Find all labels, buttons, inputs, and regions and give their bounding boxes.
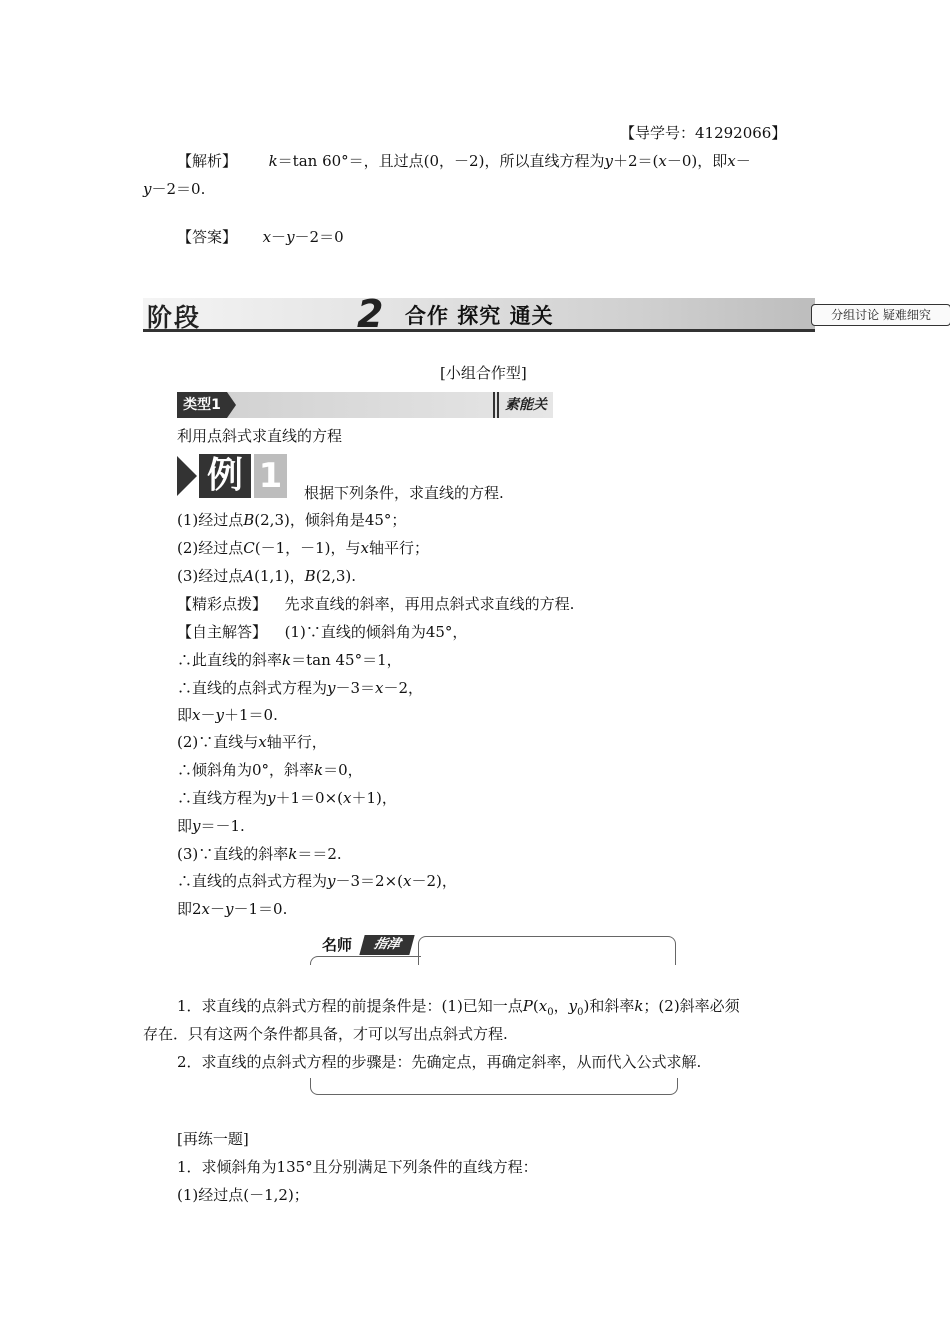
text: (2)∵直线与 <box>177 733 259 751</box>
condition-3 <box>177 565 356 587</box>
var: k <box>282 651 292 669</box>
var: y <box>327 679 336 697</box>
type-tag: 类型1 <box>177 392 227 418</box>
text: ＋1)， <box>351 789 397 807</box>
subscript: 0 <box>547 1007 554 1018</box>
type-divider <box>497 392 499 418</box>
text: (－1，－1)，与 <box>254 539 361 557</box>
answer-label: 【答案】 <box>177 228 238 246</box>
stage-number: 2 <box>357 292 384 336</box>
type-divider <box>493 392 495 418</box>
text: ， <box>553 997 569 1015</box>
example-char: 例 <box>199 454 251 498</box>
text: －3＝ <box>335 679 376 697</box>
text: (2,3)，倾斜角是45°； <box>254 511 407 529</box>
solution-line-4 <box>177 704 278 726</box>
text: ＝0， <box>323 761 363 779</box>
text: － <box>200 706 216 724</box>
text: (1,1)， <box>254 567 305 585</box>
group-type: [小组合作型] <box>440 364 527 382</box>
teacher-tips-footer <box>310 1078 678 1095</box>
var: y <box>143 180 152 198</box>
text: 即 <box>177 817 193 835</box>
text: ∴此直线的斜率 <box>177 651 283 669</box>
text: 1．求直线的点斜式方程的前提条件是：(1)已知一点 <box>177 997 523 1015</box>
guide-number: 【导学号：41292066】 <box>620 124 787 142</box>
type-arrow-icon <box>227 392 236 418</box>
solution-line-2 <box>177 649 402 671</box>
solution-line-5 <box>177 731 327 753</box>
text: － <box>210 900 226 918</box>
header-frame <box>310 956 421 965</box>
var: y <box>604 152 613 170</box>
var: y <box>215 706 224 724</box>
var: k <box>634 997 644 1015</box>
text: )和斜率 <box>583 997 635 1015</box>
text: －2＝0. <box>151 180 206 198</box>
var: A <box>243 567 255 585</box>
text: ＋2＝( <box>612 152 659 170</box>
var: B <box>243 511 255 529</box>
var: y <box>192 817 201 835</box>
answer-line <box>177 226 344 248</box>
var: x <box>192 706 201 724</box>
teacher-tips-header <box>310 932 676 964</box>
var: x <box>262 228 272 246</box>
subscript: 0 <box>577 1007 584 1018</box>
text: ∴直线方程为 <box>177 789 268 807</box>
text: －0)，即 <box>666 152 728 170</box>
text: ＝tan 45°＝1， <box>291 651 402 669</box>
var: k <box>268 152 278 170</box>
type-bar <box>177 392 553 418</box>
text: (3)∵直线的斜率 <box>177 845 289 863</box>
var: y <box>225 900 234 918</box>
solution-line-6 <box>177 759 363 781</box>
solution-label: 【自主解答】 <box>177 623 268 641</box>
var: y <box>286 228 295 246</box>
solution-line-3 <box>177 677 423 699</box>
solution-line-7 <box>177 787 397 809</box>
condition-1 <box>177 509 406 531</box>
text: ＝＝2. <box>297 845 342 863</box>
condition-2 <box>177 537 429 559</box>
var: k <box>288 845 298 863</box>
practice-question-1-1: (1)经过点(－1,2)； <box>177 1186 309 1204</box>
text: (1)经过点 <box>177 511 244 529</box>
var: x <box>727 152 736 170</box>
solution-line-9 <box>177 843 342 865</box>
text: 即2 <box>177 900 202 918</box>
hint-line <box>177 593 574 615</box>
text: －2)， <box>411 872 457 890</box>
type-badge: 素能关 <box>505 397 547 413</box>
example-prompt: 根据下列条件，求直线的方程. <box>304 484 504 502</box>
example-badge <box>177 454 287 498</box>
text: ＋1＝0×( <box>275 789 344 807</box>
var: y <box>327 872 336 890</box>
text: 即 <box>177 706 193 724</box>
example-number: 1 <box>254 454 287 498</box>
var: B <box>304 567 316 585</box>
solution-line-10 <box>177 870 457 892</box>
var: C <box>243 539 255 557</box>
var: x <box>375 679 384 697</box>
text: － <box>735 152 751 170</box>
teacher-point-2: 2．求直线的点斜式方程的步骤是：先确定点，再确定斜率，从而代入公式求解. <box>177 1053 702 1071</box>
var: x <box>343 789 352 807</box>
var: x <box>538 997 548 1015</box>
text: －3＝2×( <box>335 872 404 890</box>
analysis-line-1 <box>177 150 751 172</box>
hint-text: 先求直线的斜率，再用点斜式求直线的方程. <box>284 595 575 613</box>
solution-line-1 <box>177 621 467 643</box>
stage-word: 阶段 <box>147 303 202 332</box>
practice-label: [再练一题] <box>177 1130 249 1148</box>
var: x <box>403 872 412 890</box>
text: 轴平行； <box>369 539 430 557</box>
text: －1＝0. <box>233 900 288 918</box>
text: ＋1＝0. <box>223 706 278 724</box>
teacher-tag: 指津 <box>359 935 414 955</box>
var: k <box>314 761 324 779</box>
stage-title: 合作 探究 通关 <box>405 304 554 328</box>
text: ( <box>532 997 539 1015</box>
solution-line-11 <box>177 898 287 920</box>
text: － <box>271 228 287 246</box>
analysis-line-2 <box>143 178 205 200</box>
var: x <box>360 539 369 557</box>
text: (1)∵直线的倾斜角为45°， <box>284 623 468 641</box>
header-frame <box>418 936 676 965</box>
var: x <box>258 733 267 751</box>
text: －2， <box>383 679 424 697</box>
text: －2＝0 <box>294 228 344 246</box>
text: ∴直线的点斜式方程为 <box>177 872 328 890</box>
stage-badge: 分组讨论 疑难细究 <box>811 304 950 326</box>
teacher-point-1-line-1 <box>177 995 740 1024</box>
var: y <box>568 997 578 1015</box>
text: (2)经过点 <box>177 539 244 557</box>
type-title: 利用点斜式求直线的方程 <box>177 427 343 445</box>
stage-banner <box>143 292 931 336</box>
solution-line-8 <box>177 815 245 837</box>
teacher-point-1-line-2: 存在．只有这两个条件都具备，才可以写出点斜式方程. <box>143 1025 508 1043</box>
analysis-label: 【解析】 <box>177 152 238 170</box>
example-arrow-icon <box>177 456 197 496</box>
text: ＝tan 60°＝，且过点(0，－2)，所以直线方程为 <box>277 152 605 170</box>
text: ；(2)斜率必须 <box>643 997 740 1015</box>
text: ∴直线的点斜式方程为 <box>177 679 328 697</box>
text: (2,3). <box>315 567 357 585</box>
text: ＝－1. <box>200 817 245 835</box>
var: x <box>201 900 211 918</box>
text: (3)经过点 <box>177 567 244 585</box>
var: P <box>522 997 533 1015</box>
practice-question-1: 1．求倾斜角为135°且分别满足下列条件的直线方程： <box>177 1158 538 1176</box>
hint-label: 【精彩点拨】 <box>177 595 268 613</box>
text: ∴倾斜角为0°，斜率 <box>177 761 315 779</box>
teacher-title: 名师 <box>322 936 353 954</box>
var: y <box>267 789 276 807</box>
var: x <box>658 152 667 170</box>
text: 轴平行， <box>266 733 327 751</box>
